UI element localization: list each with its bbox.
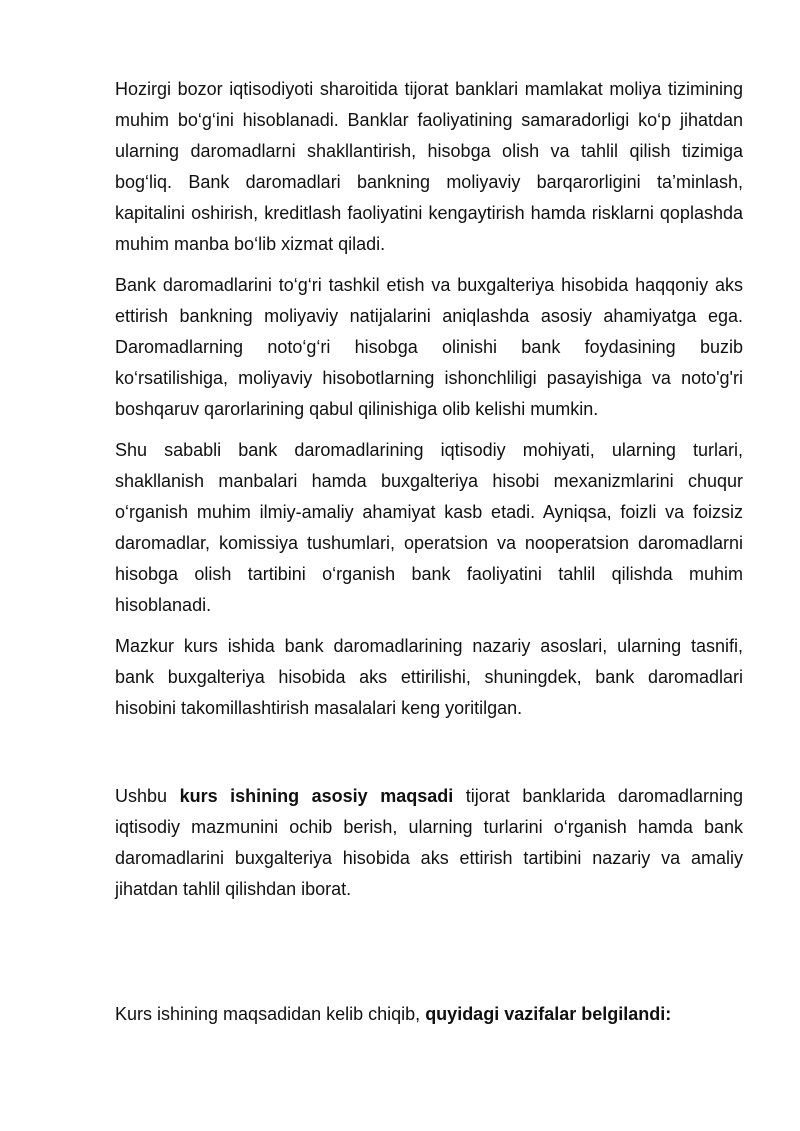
purpose-emphasis: kurs ishining asosiy maqsadi <box>179 786 454 806</box>
intro-paragraph: Hozirgi bozor iqtisodiyoti sharoitida tijorat banklari mamlakat moliya tizimining muhim bo‘g‘ini hisoblanadi. Banklar faoliyatining samaradorligi ko‘p jihatdan ularning daromadlarni shakllantirish, hisobga olish va tahlil qilish tizimiga bog‘liq. Bank daromadlari bankning moliyaviy barqarorligini ta’minlash, kapitalini oshirish, kreditlash faoliyatini kengaytirish hamda risklarni qoplashda muhim manba bo‘lib xizmat qiladi. <box>115 79 743 254</box>
tasks-paragraph <box>115 999 743 1030</box>
importance-paragraph: Bank daromadlarini to‘g‘ri tashkil etish va buxgalteriya hisobida haqqoniy aks ettirish bankning moliyaviy natijalarini aniqlashda asosiy ahamiyatga ega. Daromadlarning noto‘g‘ri hisobga olinishi bank foydasining buzib ko‘rsatilishiga, moliyaviy hisobotlarning ishonchliligi pasayishiga va noto'g'ri boshqaruv qarorlarining qabul qilinishiga olib kelishi mumkin. <box>115 275 743 419</box>
purpose-prefix: Ushbu <box>115 786 180 806</box>
relevance-paragraph: Shu sababli bank daromadlarining iqtisodiy mohiyati, ularning turlari, shakllanish manbalari hamda buxgalteriya hisobi mexanizmlarini chuqur o‘rganish muhim ilmiy-amaliy ahamiyat kasb etadi. Ayniqsa, foizli va foizsiz daromadlar, komissiya tushumlari, operatsion va nooperatsion daromadlarni hisobga olish tartibini o‘rganish bank faoliyatini tahlil qilishda muhim hisoblanadi. <box>115 440 743 615</box>
tasks-emphasis: quyidagi vazifalar belgilandi: <box>425 1004 672 1024</box>
purpose-paragraph <box>115 781 743 905</box>
document-page <box>115 74 743 1030</box>
purpose-suffix: tijorat banklarida daromadlarning iqtisodiy mazmunini ochib berish, ularning turlarini o‘rganish hamda bank daromadlarini buxgalteriya hisobida aks ettirish tartibini nazariy va amaliy jihatdan tahlil qilishdan iborat. <box>115 786 743 899</box>
tasks-prefix: Kurs ishining maqsadidan kelib chiqib, <box>115 1004 426 1024</box>
scope-paragraph: Mazkur kurs ishida bank daromadlarining nazariy asoslari, ularning tasnifi, bank buxgalteriya hisobida aks ettirilishi, shuningdek, bank daromadlari hisobini takomillashtirish masalalari keng yoritilgan. <box>115 636 743 718</box>
